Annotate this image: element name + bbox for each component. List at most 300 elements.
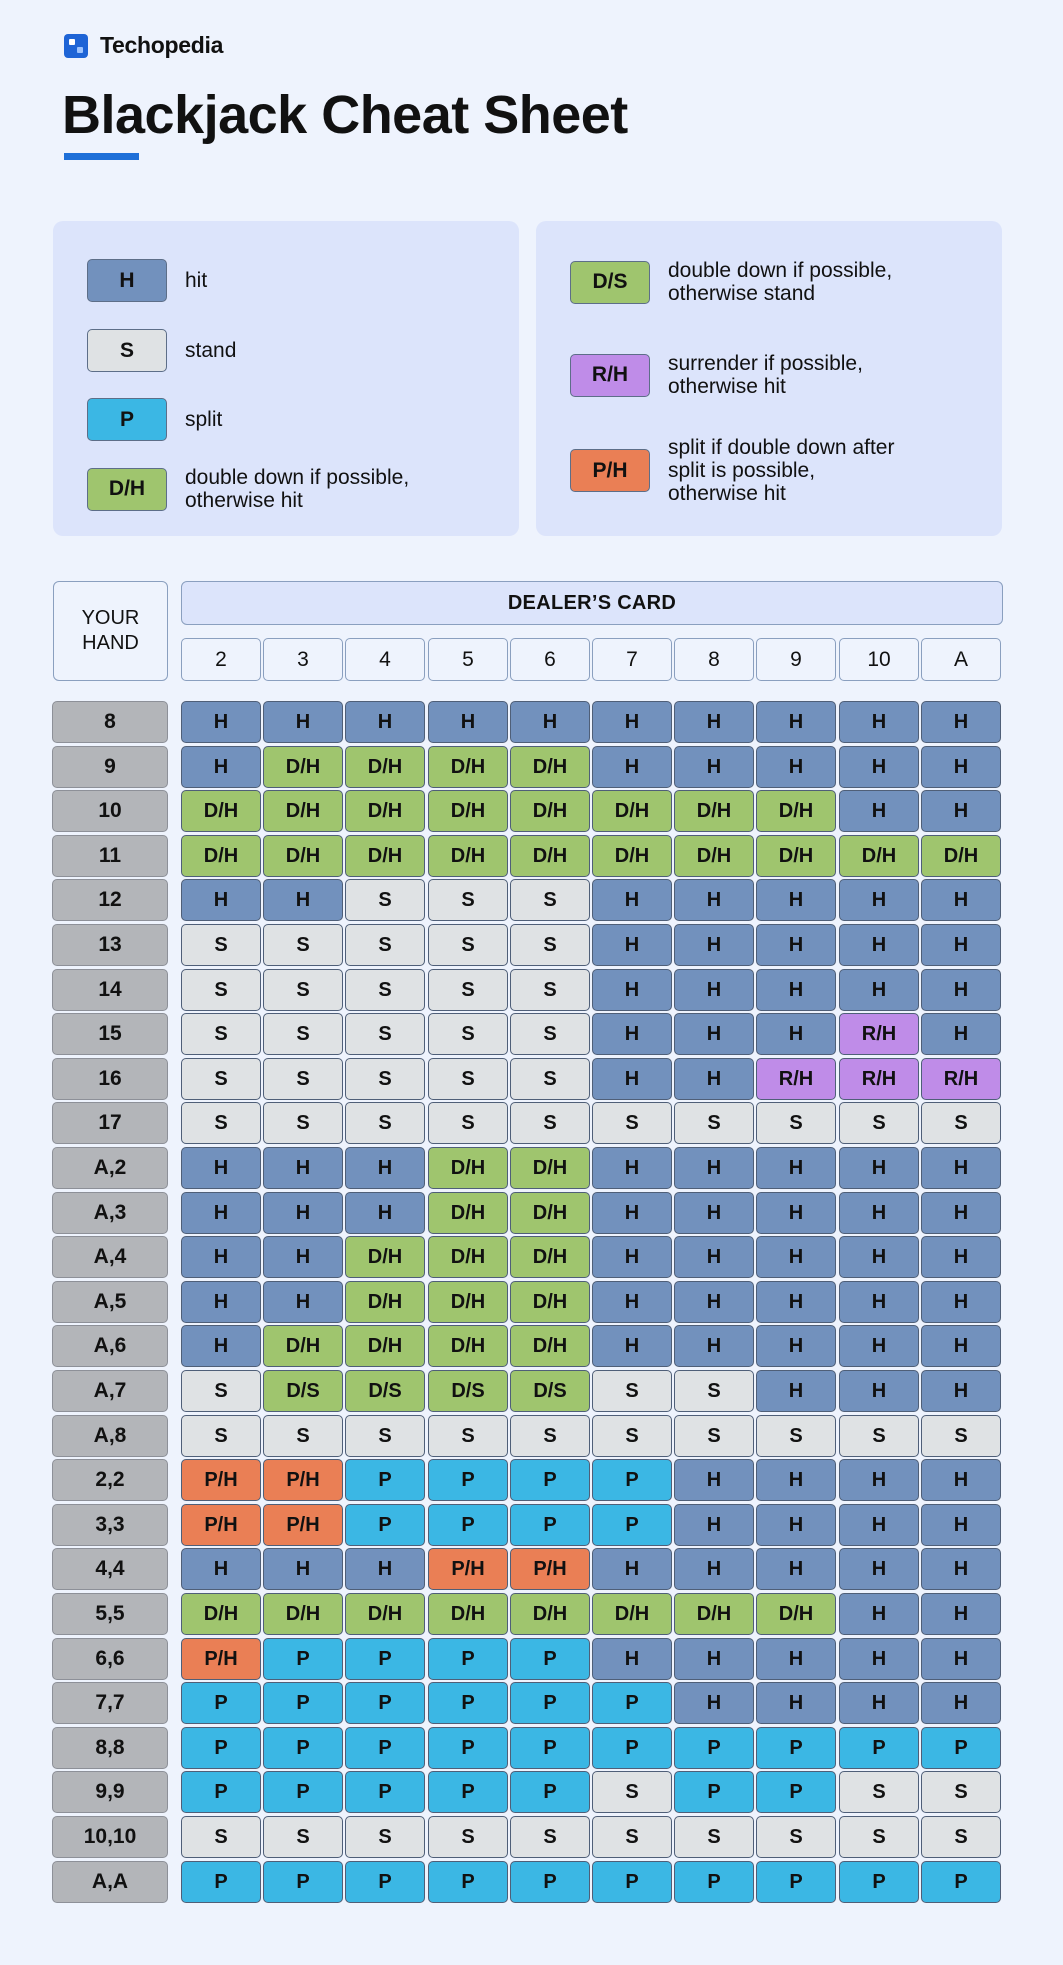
strategy-cell: H (839, 1638, 919, 1680)
strategy-cell: D/S (345, 1370, 425, 1412)
strategy-cell: S (345, 879, 425, 921)
strategy-cell: S (428, 1102, 508, 1144)
strategy-cell: H (592, 1192, 672, 1234)
strategy-cell: H (839, 1370, 919, 1412)
strategy-cell: S (756, 1102, 836, 1144)
strategy-cell: R/H (756, 1058, 836, 1100)
strategy-cell: H (345, 1192, 425, 1234)
strategy-cell: H (592, 1236, 672, 1278)
strategy-cell: D/H (428, 790, 508, 832)
strategy-cell: P (181, 1771, 261, 1813)
strategy-cell: D/H (510, 835, 590, 877)
strategy-cell: D/H (181, 790, 261, 832)
strategy-cell: S (345, 1415, 425, 1457)
strategy-cell: H (181, 1147, 261, 1189)
hand-label: A,2 (52, 1147, 168, 1189)
techopedia-logo-icon (64, 34, 88, 58)
strategy-cell: P (428, 1504, 508, 1546)
strategy-cell: S (428, 1415, 508, 1457)
strategy-cell: D/H (428, 835, 508, 877)
strategy-cell: H (674, 1058, 754, 1100)
strategy-cell: H (756, 1504, 836, 1546)
strategy-cell: S (263, 1058, 343, 1100)
strategy-cell: H (674, 1459, 754, 1501)
hand-label: 15 (52, 1013, 168, 1055)
strategy-cell: H (756, 1147, 836, 1189)
strategy-cell: D/H (428, 1593, 508, 1635)
strategy-cell: H (592, 1325, 672, 1367)
strategy-cell: P (345, 1638, 425, 1680)
hand-label: 14 (52, 969, 168, 1011)
strategy-cell: R/H (839, 1013, 919, 1055)
strategy-cell: P (510, 1504, 590, 1546)
strategy-cell: H (756, 1638, 836, 1680)
strategy-cell: H (592, 1638, 672, 1680)
strategy-cell: P/H (510, 1548, 590, 1590)
strategy-cell: S (839, 1816, 919, 1858)
strategy-cell: S (181, 1370, 261, 1412)
strategy-cell: S (181, 1058, 261, 1100)
strategy-cell: D/H (756, 835, 836, 877)
strategy-cell: H (756, 1370, 836, 1412)
strategy-cell: D/H (921, 835, 1001, 877)
strategy-cell: S (674, 1102, 754, 1144)
strategy-cell: P (345, 1771, 425, 1813)
dealer-card-header: DEALER’S CARD (181, 581, 1003, 625)
strategy-cell: H (921, 879, 1001, 921)
hand-label: A,3 (52, 1192, 168, 1234)
strategy-cell: D/H (263, 1593, 343, 1635)
strategy-cell: S (345, 1102, 425, 1144)
strategy-cell: H (592, 746, 672, 788)
strategy-cell: S (674, 1816, 754, 1858)
strategy-cell: H (263, 1281, 343, 1323)
strategy-cell: P (345, 1861, 425, 1903)
strategy-cell: H (592, 1013, 672, 1055)
strategy-cell: H (921, 1638, 1001, 1680)
strategy-cell: H (839, 790, 919, 832)
strategy-cell: S (263, 969, 343, 1011)
brand (64, 32, 223, 59)
strategy-cell: P (674, 1771, 754, 1813)
legend-chip: P/H (570, 449, 650, 492)
legend-chip: P (87, 398, 167, 441)
strategy-cell: D/H (263, 790, 343, 832)
strategy-cell: R/H (839, 1058, 919, 1100)
strategy-cell: P (839, 1727, 919, 1769)
strategy-cell: D/H (181, 835, 261, 877)
strategy-cell: S (345, 924, 425, 966)
strategy-cell: D/H (263, 1325, 343, 1367)
strategy-cell: S (674, 1370, 754, 1412)
strategy-cell: S (510, 1816, 590, 1858)
hand-label: 2,2 (52, 1459, 168, 1501)
strategy-cell: D/H (510, 1147, 590, 1189)
strategy-cell: P (756, 1771, 836, 1813)
strategy-cell: P (510, 1861, 590, 1903)
strategy-cell: P (263, 1861, 343, 1903)
strategy-cell: H (839, 1682, 919, 1724)
strategy-cell: D/H (345, 1325, 425, 1367)
strategy-cell: H (181, 1236, 261, 1278)
dealer-card-9: 9 (756, 638, 836, 681)
strategy-cell: S (510, 1058, 590, 1100)
strategy-cell: P/H (263, 1459, 343, 1501)
strategy-cell: R/H (921, 1058, 1001, 1100)
strategy-cell: D/H (756, 790, 836, 832)
strategy-cell: D/H (674, 835, 754, 877)
dealer-card-4: 4 (345, 638, 425, 681)
strategy-cell: H (674, 701, 754, 743)
strategy-cell: S (592, 1415, 672, 1457)
legend-chip: S (87, 329, 167, 372)
strategy-cell: D/H (428, 746, 508, 788)
strategy-cell: H (921, 1504, 1001, 1546)
strategy-cell: D/H (428, 1147, 508, 1189)
strategy-cell: H (674, 1504, 754, 1546)
strategy-cell: P (510, 1771, 590, 1813)
strategy-cell: S (181, 969, 261, 1011)
strategy-cell: P (263, 1771, 343, 1813)
strategy-cell: P/H (428, 1548, 508, 1590)
strategy-cell: S (345, 1058, 425, 1100)
hand-label: A,5 (52, 1281, 168, 1323)
strategy-cell: D/H (345, 1236, 425, 1278)
strategy-cell: H (263, 701, 343, 743)
strategy-cell: P (510, 1459, 590, 1501)
strategy-cell: D/H (345, 1281, 425, 1323)
hand-label: 16 (52, 1058, 168, 1100)
strategy-cell: H (181, 1548, 261, 1590)
strategy-cell: H (181, 701, 261, 743)
strategy-cell: D/H (592, 1593, 672, 1635)
strategy-cell: H (674, 1147, 754, 1189)
strategy-cell: H (921, 790, 1001, 832)
dealer-card-7: 7 (592, 638, 672, 681)
strategy-cell: H (921, 969, 1001, 1011)
strategy-cell: H (921, 1281, 1001, 1323)
strategy-cell: S (181, 1415, 261, 1457)
strategy-cell: S (839, 1102, 919, 1144)
legend-description: hit (185, 269, 208, 292)
strategy-cell: H (839, 1548, 919, 1590)
strategy-cell: D/H (510, 1281, 590, 1323)
strategy-cell: H (345, 1147, 425, 1189)
strategy-cell: H (181, 746, 261, 788)
strategy-cell: D/H (428, 1281, 508, 1323)
strategy-cell: H (756, 746, 836, 788)
legend-item (87, 466, 409, 512)
strategy-cell: H (839, 1236, 919, 1278)
strategy-cell: D/H (839, 835, 919, 877)
strategy-cell: D/S (263, 1370, 343, 1412)
strategy-cell: S (592, 1102, 672, 1144)
strategy-cell: H (921, 1682, 1001, 1724)
strategy-cell: P/H (181, 1459, 261, 1501)
strategy-cell: D/H (345, 1593, 425, 1635)
hand-label: 5,5 (52, 1593, 168, 1635)
strategy-cell: H (756, 1013, 836, 1055)
hand-label: 13 (52, 924, 168, 966)
strategy-cell: H (756, 1682, 836, 1724)
strategy-cell: P (428, 1861, 508, 1903)
strategy-cell: P (839, 1861, 919, 1903)
strategy-cell: S (428, 1058, 508, 1100)
strategy-cell: P (921, 1727, 1001, 1769)
hand-label: A,8 (52, 1415, 168, 1457)
hand-label: 8 (52, 701, 168, 743)
strategy-cell: P/H (181, 1504, 261, 1546)
strategy-cell: P (674, 1861, 754, 1903)
strategy-cell: H (181, 879, 261, 921)
strategy-cell: D/H (428, 1236, 508, 1278)
strategy-cell: D/H (592, 790, 672, 832)
strategy-cell: D/S (510, 1370, 590, 1412)
strategy-cell: H (263, 1548, 343, 1590)
strategy-cell: P (756, 1861, 836, 1903)
strategy-cell: H (345, 701, 425, 743)
strategy-cell: H (756, 969, 836, 1011)
strategy-cell: S (592, 1771, 672, 1813)
strategy-cell: D/H (674, 1593, 754, 1635)
strategy-cell: D/H (428, 1325, 508, 1367)
hand-label: 4,4 (52, 1548, 168, 1590)
strategy-cell: P (345, 1682, 425, 1724)
title-underline (64, 153, 139, 160)
hand-label: 10,10 (52, 1816, 168, 1858)
legend-description: double down if possible, otherwise stand (668, 259, 893, 305)
hand-label: 12 (52, 879, 168, 921)
strategy-cell: H (674, 1548, 754, 1590)
strategy-cell: S (510, 1415, 590, 1457)
strategy-cell: S (428, 879, 508, 921)
strategy-cell: H (839, 1504, 919, 1546)
strategy-cell: H (345, 1548, 425, 1590)
page-title: Blackjack Cheat Sheet (62, 85, 628, 145)
strategy-cell: H (263, 1236, 343, 1278)
strategy-cell: S (428, 969, 508, 1011)
strategy-cell: P/H (263, 1504, 343, 1546)
strategy-cell: H (181, 1281, 261, 1323)
strategy-cell: H (839, 1325, 919, 1367)
legend-item (570, 352, 863, 398)
strategy-cell: S (263, 1816, 343, 1858)
strategy-cell: P (510, 1727, 590, 1769)
strategy-cell: S (263, 1013, 343, 1055)
legend-chip: D/H (87, 468, 167, 511)
strategy-cell: H (674, 746, 754, 788)
strategy-cell: P (674, 1727, 754, 1769)
strategy-cell: S (592, 1816, 672, 1858)
strategy-cell: H (921, 924, 1001, 966)
strategy-cell: P (181, 1682, 261, 1724)
strategy-cell: H (756, 1192, 836, 1234)
strategy-cell: P (428, 1459, 508, 1501)
legend-chip: H (87, 259, 167, 302)
dealer-card-columns (181, 638, 1003, 681)
strategy-cell: S (510, 879, 590, 921)
strategy-cell: H (674, 924, 754, 966)
dealer-card-10: 10 (839, 638, 919, 681)
strategy-cell: S (510, 969, 590, 1011)
strategy-cell: H (674, 879, 754, 921)
strategy-cell: H (839, 1192, 919, 1234)
strategy-cell: H (674, 1192, 754, 1234)
brand-name: Techopedia (100, 32, 224, 58)
strategy-cell: H (674, 1281, 754, 1323)
strategy-cell: H (674, 969, 754, 1011)
hand-label: 10 (52, 790, 168, 832)
strategy-cell: S (510, 1013, 590, 1055)
strategy-cell: S (263, 924, 343, 966)
hand-label: A,7 (52, 1370, 168, 1412)
strategy-cell: H (921, 1593, 1001, 1635)
strategy-cell: P (592, 1682, 672, 1724)
strategy-cell: H (921, 1325, 1001, 1367)
strategy-cell: H (756, 1459, 836, 1501)
strategy-cell: D/H (510, 746, 590, 788)
legend-description: stand (185, 339, 237, 362)
strategy-cell: S (263, 1102, 343, 1144)
legend-right (536, 221, 1002, 536)
strategy-cell: H (839, 1147, 919, 1189)
strategy-cell: D/H (181, 1593, 261, 1635)
strategy-cell: P/H (181, 1638, 261, 1680)
your-hand-header: YOUR HAND (53, 581, 168, 681)
strategy-cell: H (674, 1682, 754, 1724)
strategy-cell: H (839, 1459, 919, 1501)
strategy-cell: H (263, 1192, 343, 1234)
strategy-cell: H (839, 924, 919, 966)
hand-label: 9 (52, 746, 168, 788)
legend-description: split if double down after split is possible, otherwise hit (668, 436, 895, 505)
strategy-cell: H (756, 924, 836, 966)
dealer-card-3: 3 (263, 638, 343, 681)
strategy-cell: S (921, 1771, 1001, 1813)
strategy-cell: S (428, 1013, 508, 1055)
strategy-cell: H (921, 1013, 1001, 1055)
strategy-cell: P (428, 1682, 508, 1724)
strategy-cell: D/H (510, 1192, 590, 1234)
strategy-cell: H (921, 1548, 1001, 1590)
strategy-cell: P (428, 1771, 508, 1813)
strategy-cell: S (181, 1013, 261, 1055)
legend-description: split (185, 408, 223, 431)
strategy-cell: S (921, 1816, 1001, 1858)
legend-item (570, 436, 894, 505)
strategy-cell: H (839, 701, 919, 743)
hand-label: A,6 (52, 1325, 168, 1367)
strategy-cell: P (263, 1727, 343, 1769)
strategy-cell: D/H (592, 835, 672, 877)
strategy-cell: H (756, 1281, 836, 1323)
strategy-cell: H (756, 879, 836, 921)
hand-label: 17 (52, 1102, 168, 1144)
strategy-cell: S (181, 924, 261, 966)
strategy-cell: P (756, 1727, 836, 1769)
strategy-cell: D/H (345, 790, 425, 832)
strategy-cell: S (428, 1816, 508, 1858)
strategy-cell: P (345, 1459, 425, 1501)
strategy-cell: S (592, 1370, 672, 1412)
hand-label: 6,6 (52, 1638, 168, 1680)
strategy-cell: H (592, 1281, 672, 1323)
legend-chip: D/S (570, 261, 650, 304)
dealer-card-2: 2 (181, 638, 261, 681)
strategy-cell: P (428, 1727, 508, 1769)
legend-left (53, 221, 519, 536)
strategy-cell: P (345, 1727, 425, 1769)
hand-label: 11 (52, 835, 168, 877)
dealer-card-a: A (921, 638, 1001, 681)
strategy-cell: S (428, 924, 508, 966)
strategy-cell: H (592, 1548, 672, 1590)
dealer-card-5: 5 (428, 638, 508, 681)
strategy-cell: H (756, 1325, 836, 1367)
hand-label: 9,9 (52, 1771, 168, 1813)
legend-item (570, 259, 892, 305)
strategy-cell: S (921, 1102, 1001, 1144)
strategy-cell: D/S (428, 1370, 508, 1412)
hand-label: 8,8 (52, 1727, 168, 1769)
strategy-cell: P (510, 1638, 590, 1680)
strategy-cell: S (674, 1415, 754, 1457)
strategy-cell: H (921, 1370, 1001, 1412)
strategy-cell: H (756, 1236, 836, 1278)
strategy-cell: P (921, 1861, 1001, 1903)
legend-item (87, 259, 207, 302)
strategy-cell: D/H (263, 746, 343, 788)
strategy-cell: S (839, 1771, 919, 1813)
strategy-cell: P (510, 1682, 590, 1724)
strategy-cell: S (921, 1415, 1001, 1457)
strategy-cell: H (592, 969, 672, 1011)
strategy-cell: S (345, 1013, 425, 1055)
strategy-cell: H (181, 1192, 261, 1234)
strategy-cell: S (839, 1415, 919, 1457)
strategy-cell: S (510, 924, 590, 966)
strategy-cell: H (921, 746, 1001, 788)
strategy-cell: D/H (674, 790, 754, 832)
strategy-cell: H (592, 924, 672, 966)
hand-label: 3,3 (52, 1504, 168, 1546)
strategy-cell: S (756, 1415, 836, 1457)
strategy-cell: H (674, 1236, 754, 1278)
strategy-cell: H (839, 1281, 919, 1323)
legend-item (87, 398, 222, 441)
strategy-cell: P (263, 1682, 343, 1724)
strategy-cell: H (756, 1548, 836, 1590)
strategy-cell: D/H (345, 746, 425, 788)
strategy-cell: P (592, 1861, 672, 1903)
strategy-cell: P (345, 1504, 425, 1546)
strategy-cell: H (921, 1192, 1001, 1234)
strategy-cell: H (592, 1058, 672, 1100)
strategy-cell: D/H (510, 1325, 590, 1367)
legend-description: surrender if possible, otherwise hit (668, 352, 863, 398)
strategy-cell: H (592, 701, 672, 743)
strategy-cell: S (345, 969, 425, 1011)
legend-chip: R/H (570, 354, 650, 397)
strategy-cell: H (592, 1147, 672, 1189)
strategy-cell: P (181, 1861, 261, 1903)
strategy-cell: D/H (345, 835, 425, 877)
legend-description: double down if possible, otherwise hit (185, 466, 410, 512)
strategy-cell: H (674, 1325, 754, 1367)
strategy-cell: H (510, 701, 590, 743)
strategy-cell: H (839, 746, 919, 788)
strategy-cell: H (839, 879, 919, 921)
